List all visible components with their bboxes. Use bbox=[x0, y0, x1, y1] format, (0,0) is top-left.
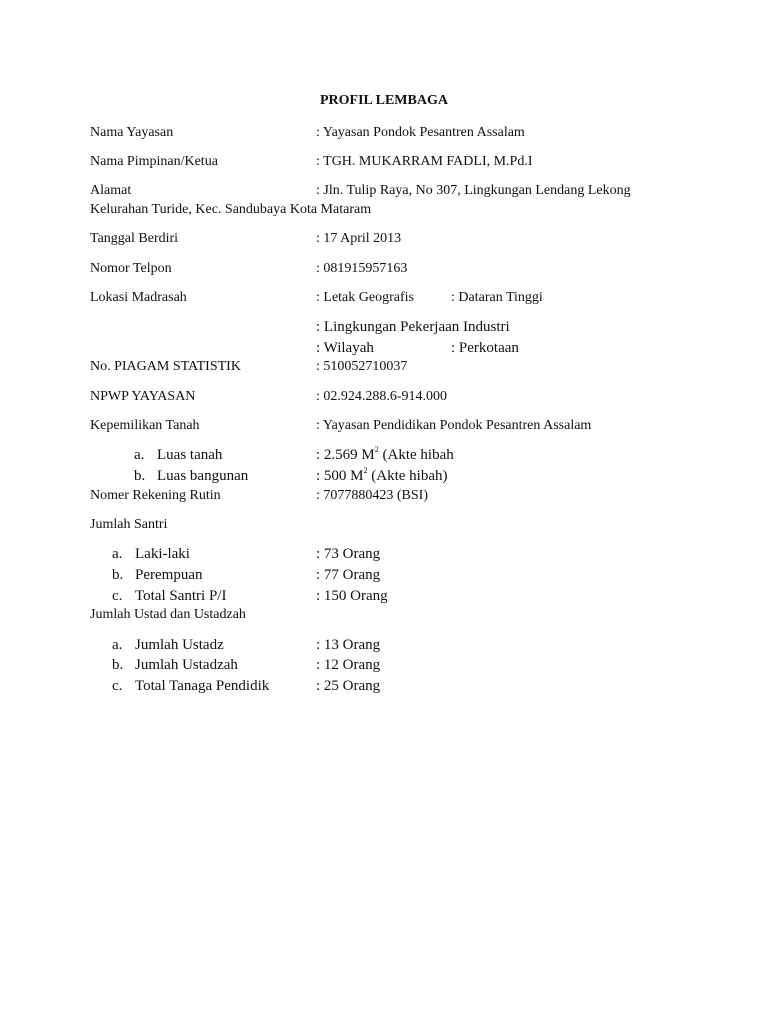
npwp-value: : 02.924.288.6-914.000 bbox=[316, 389, 448, 404]
nama-pimpinan-value: : TGH. MUKARRAM FADLI, M.Pd.I bbox=[316, 154, 533, 169]
alamat-label: Alamat bbox=[90, 183, 132, 198]
list-item-marker: b. bbox=[112, 657, 124, 673]
list-item-marker: b. bbox=[112, 567, 124, 583]
nama-yayasan-value: : Yayasan Pondok Pesantren Assalam bbox=[316, 125, 525, 140]
letak-geografis-label: : Letak Geografis bbox=[316, 290, 414, 305]
lingkungan-value: : Lingkungan Pekerjaan Industri bbox=[316, 319, 510, 335]
alamat-continuation: Kelurahan Turide, Kec. Sandubaya Kota Mataram bbox=[90, 202, 372, 217]
kepemilikan-tanah-value: : Yayasan Pendidikan Pondok Pesantren Assalam bbox=[316, 418, 592, 433]
list-item-value: : 25 Orang bbox=[316, 678, 381, 694]
luas-tanah-value: : 2.569 $M^2$ (Akte hibah bbox=[316, 445, 454, 463]
list-item-value: : 150 Orang bbox=[316, 588, 388, 604]
list-item-label: Perempuan bbox=[135, 567, 203, 583]
luas-bangunan-marker: b. bbox=[134, 468, 146, 484]
list-item-marker: a. bbox=[112, 637, 123, 653]
list-item-value: : 77 Orang bbox=[316, 567, 381, 583]
list-item-marker: c. bbox=[112, 588, 123, 604]
luas-tanah-marker: a. bbox=[134, 447, 145, 463]
nomor-telpon-value: : 081915957163 bbox=[316, 261, 408, 276]
list-item-value: : 12 Orang bbox=[316, 657, 381, 673]
luas-bangunan-value: : 500 $M^2$ (Akte hibah) bbox=[316, 466, 448, 484]
tanggal-berdiri-value: : 17 April 2013 bbox=[316, 231, 402, 246]
list-item-marker: a. bbox=[112, 546, 123, 562]
piagam-value: : 510052710037 bbox=[316, 359, 408, 374]
nama-yayasan-label: Nama Yayasan bbox=[90, 125, 174, 140]
npwp-label: NPWP YAYASAN bbox=[90, 389, 196, 404]
list-item-label: Total Tanaga Pendidik bbox=[135, 678, 270, 694]
page-title: PROFIL LEMBAGA bbox=[320, 93, 448, 108]
list-item-value: : 73 Orang bbox=[316, 546, 381, 562]
luas-tanah-label: Luas tanah bbox=[157, 447, 223, 463]
tanggal-berdiri-label: Tanggal Berdiri bbox=[90, 231, 179, 246]
wilayah-value: : Perkotaan bbox=[451, 340, 519, 356]
list-item-label: Total Santri P/I bbox=[135, 588, 227, 604]
alamat-value: : Jln. Tulip Raya, No 307, Lingkungan Lendang Lekong bbox=[316, 183, 631, 198]
rekening-value: : 7077880423 (BSI) bbox=[316, 488, 428, 503]
piagam-label: No. PIAGAM STATISTIK bbox=[90, 359, 241, 374]
list-item-label: Jumlah Ustadz bbox=[135, 637, 224, 653]
list-item-marker: c. bbox=[112, 678, 123, 694]
rekening-label: Nomer Rekening Rutin bbox=[90, 488, 221, 503]
lokasi-madrasah-label: Lokasi Madrasah bbox=[90, 290, 187, 305]
list-item-value: : 13 Orang bbox=[316, 637, 381, 653]
letak-geografis-value: : Dataran Tinggi bbox=[451, 290, 543, 305]
wilayah-label: : Wilayah bbox=[316, 340, 374, 356]
nama-pimpinan-label: Nama Pimpinan/Ketua bbox=[90, 154, 218, 169]
jumlah-santri-heading: Jumlah Santri bbox=[90, 517, 168, 532]
list-item-label: Jumlah Ustadzah bbox=[135, 657, 238, 673]
list-item-label: Laki-laki bbox=[135, 546, 190, 562]
jumlah-ustad-heading: Jumlah Ustad dan Ustadzah bbox=[90, 607, 246, 622]
luas-bangunan-label: Luas bangunan bbox=[157, 468, 249, 484]
nomor-telpon-label: Nomor Telpon bbox=[90, 261, 172, 276]
kepemilikan-tanah-label: Kepemilikan Tanah bbox=[90, 418, 200, 433]
